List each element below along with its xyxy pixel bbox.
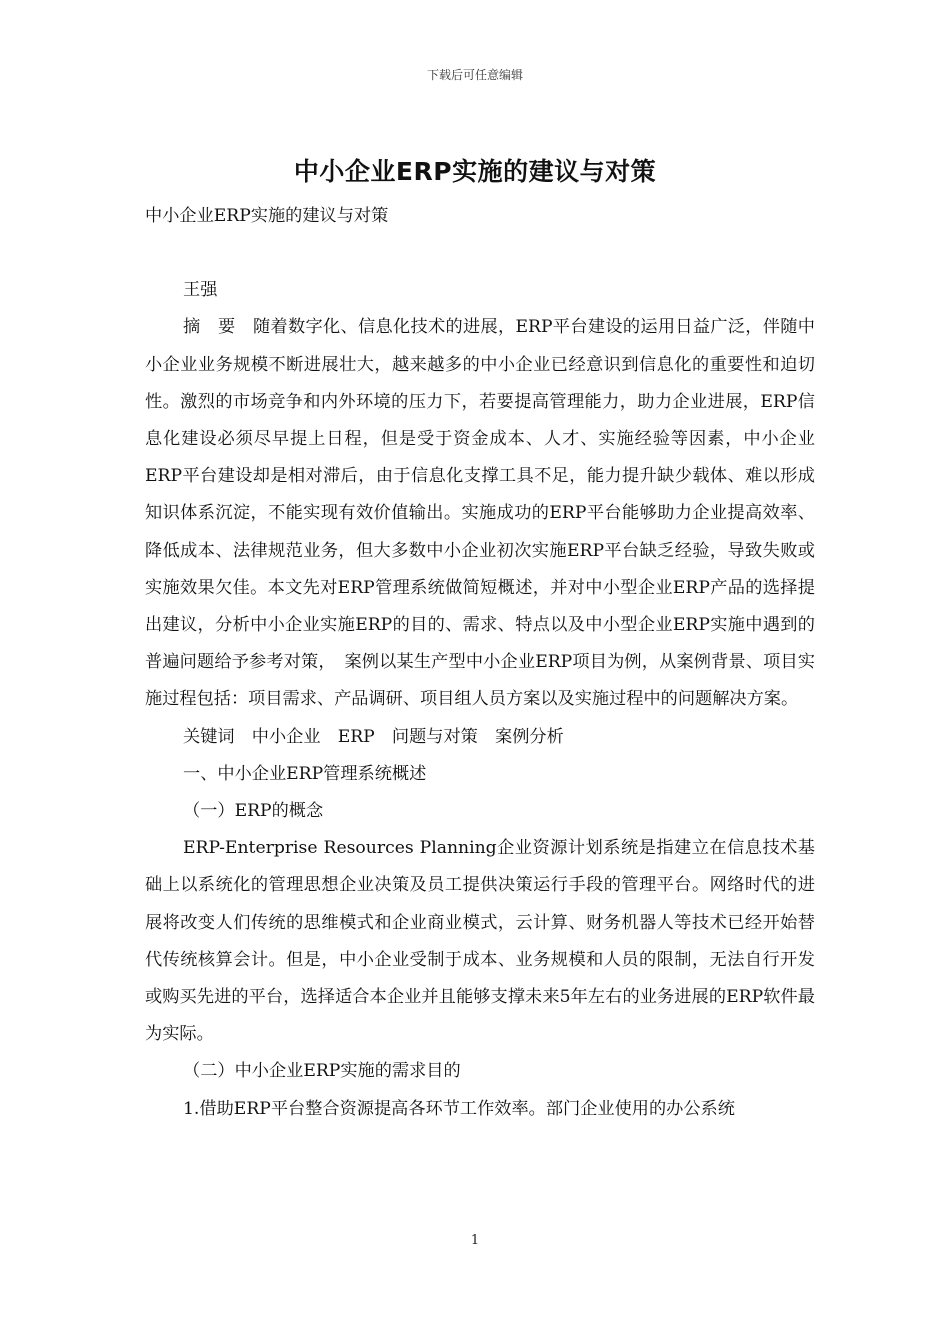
subsection-heading-2: （二）中小企业ERP实施的需求目的	[183, 1061, 461, 1082]
subsection-heading-1: （一）ERP的概念	[183, 801, 324, 822]
blank-line	[145, 235, 815, 272]
abstract-paragraph: 摘 要 随着数字化、信息化技术的进展，ERP平台建设的运用日益广泛，伴随中小企业业务规模不断进展壮大，越来越多的中小企业已经意识到信息化的重要性和迫切性。激烈的市场竞争和内外环境的压力下，若要提高管理能力，助力企业进展，ERP信息化建设必须尽早提上日程，但是受于资金成本、人才、实施经验等因素，中小企业ERP平台建设却是相对滞后，由于信息化支撑工具不足，能力提升缺少载体、难以形成知识体系沉淀，不能实现有效价值输出。实施成功的ERP平台能够助力企业提高效率、降低成本、法律规范业务，但大多数中小企业初次实施ERP平台缺乏经验，导致失败或实施效果欠佳。本文先对ERP管理系统做简短概述，并对中小型企业ERP产品的选择提出建议，分析中小企业实施ERP的目的、需求、特点以及中小型企业ERP实施中遇到的普遍问题给予参考对策， 案例以某生产型中小企业ERP项目为例，从案例背景、项目实施过程包括：项目需求、产品调研、项目组人员方案以及实施过程中的问题解决方案。	[145, 317, 815, 710]
document-title: 中小企业ERP实施的建议与对策	[293, 157, 657, 186]
author-line: 王强	[183, 280, 218, 301]
page-number: 1	[470, 1233, 480, 1248]
subtitle-line: 中小企业ERP实施的建议与对策	[145, 206, 389, 226]
section-heading-1: 一、中小企业ERP管理系统概述	[183, 763, 427, 784]
keywords-line: 关键词 中小企业 ERP 问题与对策 案例分析	[183, 726, 564, 747]
body-paragraph-erp-concept: ERP-Enterprise Resources Planning企业资源计划系统是指建立在信息技术基础上以系统化的管理思想企业决策及员工提供决策运行手段的管理平台。网络时代的进展将改变人们传统的思维模式和企业商业模式，云计算、财务机器人等技术已经开始替代传统核算会计。但是，中小企业受制于成本、业务规模和人员的限制，无法自行开发或购买先进的平台，选择适合本企业并且能够支撑未来5年左右的业务进展的ERP软件最为实际。	[145, 838, 815, 1045]
body-paragraph-item-1: 1.借助ERP平台整合资源提高各环节工作效率。部门企业使用的办公系统	[183, 1098, 735, 1119]
document-body	[145, 198, 815, 1128]
page-header: 下载后可任意编辑	[426, 68, 523, 82]
